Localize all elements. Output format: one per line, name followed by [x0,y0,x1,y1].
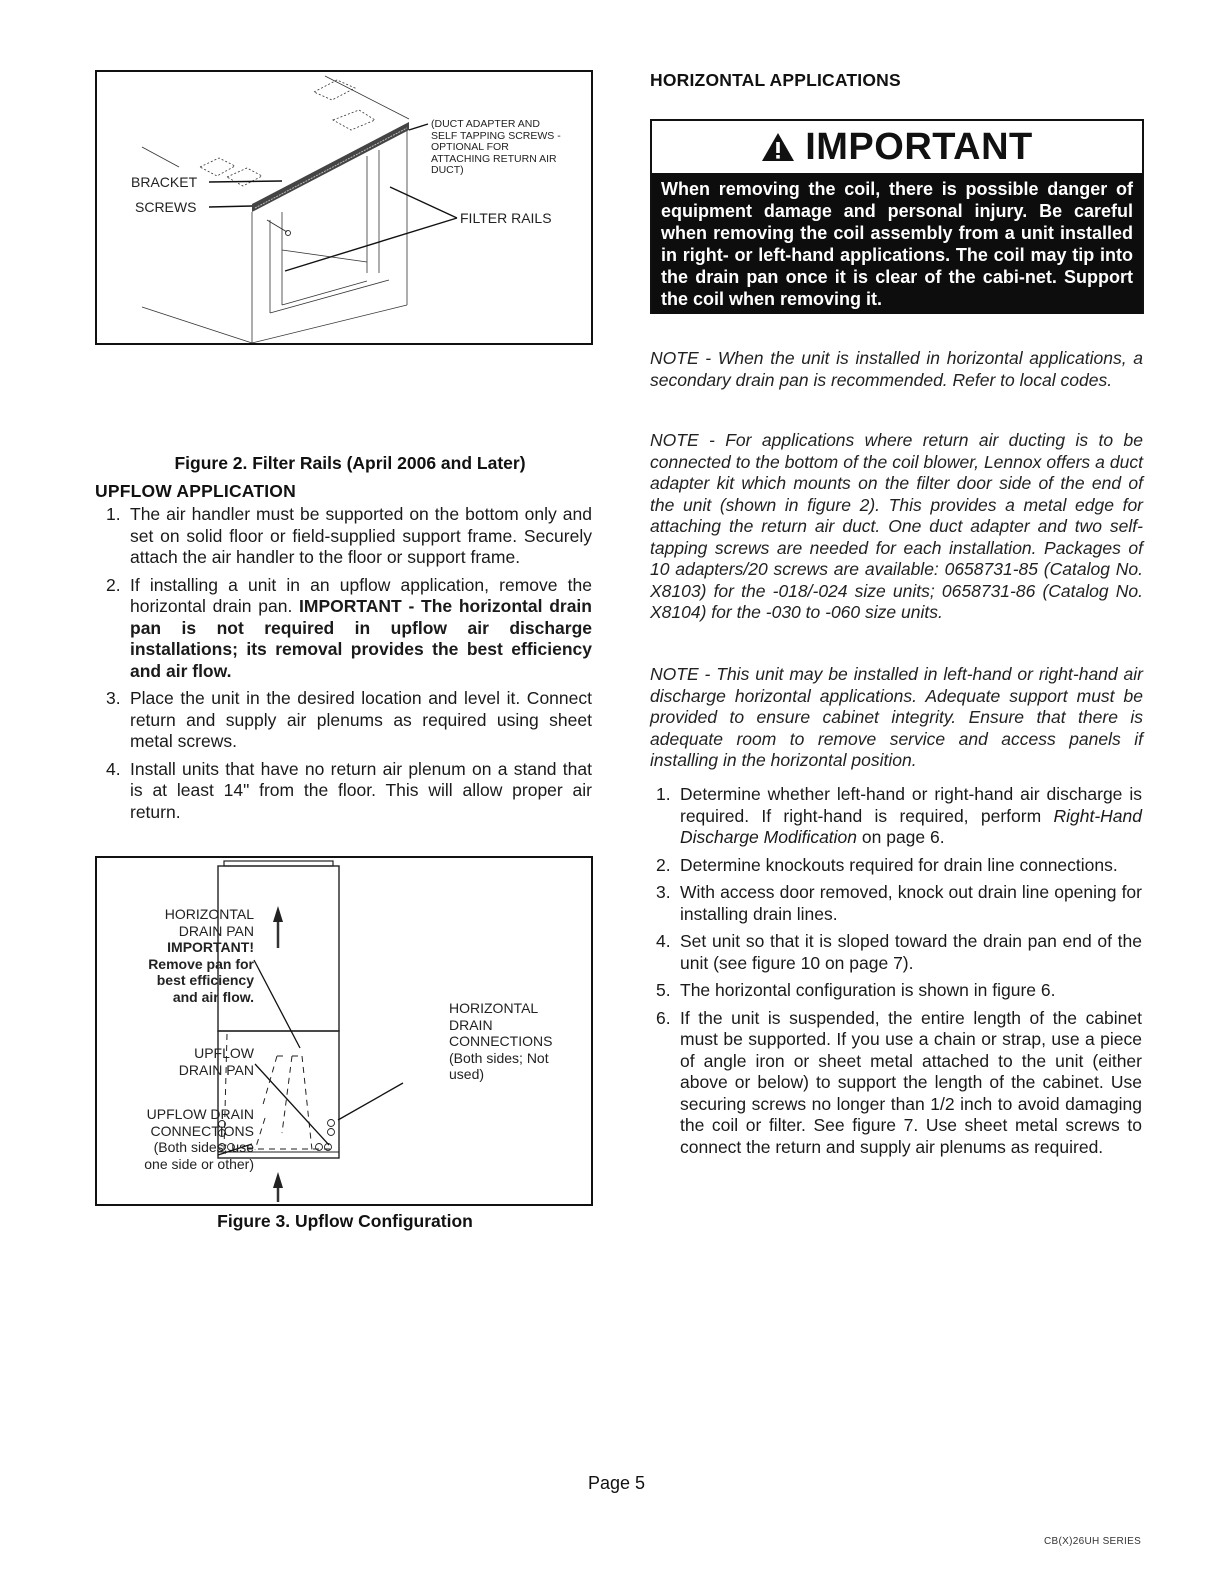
duct-adapter-label: (DUCT ADAPTER AND SELF TAPPING SCREWS - OPTIONAL FOR ATTACHING RETURN AIR DUCT) [431,118,561,176]
horizontal-drain-connections-label: HORIZONTAL DRAIN CONNECTIONS (Both sides; Not used) [449,1000,553,1082]
important-heading: IMPORTANT [652,121,1142,173]
page-number: Page 5 [588,1473,646,1493]
series-label: CB(X)26UH SERIES [1044,1536,1142,1547]
figure-2-caption: Figure 2. Filter Rails (April 2006 and Later) [174,453,526,473]
upflow-step-3: 3. Place the unit in the desired location and level it. Connect return and supply air plenums as required using sheet metal screws. [106,688,592,751]
note-left-right-hand: NOTE - This unit may be installed in left-hand or right-hand air discharge horizontal applications. Adequate support must be provided to ensure cabinet integrity. Ensure that there is adequate room to remove service and access panels if installing in the horizontal position. [650,664,1143,770]
figure-3-caption: Figure 3. Upflow Configuration [217,1211,473,1231]
important-body-text: When removing the coil, there is possible danger of equipment damage and personal injury. Be careful when removing the coil assembly from a unit installed in right- or left-hand applications. The coil may tip into the drain pan once it is clear of the cabi-net. Support the coil when removing it. [652,173,1142,314]
right-hand-discharge-modification-ref: Right-Hand Discharge Modification [680,805,1142,847]
important-warning-box [650,119,1144,314]
horizontal-steps-list [656,784,1142,1164]
note-secondary-drain-pan: NOTE - When the unit is installed in horizontal applications, a secondary drain pan is recommended. Refer to local codes. [650,348,1143,390]
horizontal-step-6: 6. If the unit is suspended, the entire length of the cabinet must be supported. If you use a chain or strap, use a piece of angle iron or sheet metal attached to the unit (either above or below) to support the length of the cabinet. Use securing screws no longer than 1/2 inch to avoid damaging the coil or filter. See figure 7. Use sheet metal screws to connect the return and supply air plenums as required. [656,1007,1142,1157]
figure-2-filter-rails [95,70,593,275]
filter-rails-label: FILTER RAILS [460,210,552,226]
upflow-step-1: 1. The air handler must be supported on the bottom only and set on solid floor or field-supplied support frame. Securely attach the air handler to the floor or support frame. [106,504,592,567]
horizontal-drain-pan-label: HORIZONTAL DRAIN PAN IMPORTANT! Remove pan for best efficiency and air flow. [148,906,254,1005]
upflow-step-4: 4. Install units that have no return air plenum on a stand that is at least 14" from the floor. This will allow proper air return. [106,758,592,822]
filter-rails-drawing-lower [97,273,591,343]
bracket-label: BRACKET [131,174,198,190]
upflow-important-note: IMPORTANT - The horizontal drain pan is not required in upflow air discharge installations; its removal provides the best efficiency and air flow. [130,596,592,681]
figure-3-upflow-configuration [95,856,593,1206]
note-duct-adapter-kit: NOTE - For applications where return air ducting is to be connected to the bottom of the coil blower, Lennox offers a duct adapter kit which mounts on the filter door side of the end of the unit (shown in figure 2). This provides a metal edge for attaching the return air duct. One duct adapter and two self-tapping screws are needed for each installation. Packages of 10 adapters/20 screws are available: 0658731-85 (Catalog No. X8103) for the -018/-024 size units; 0658731-86 (Catalog No. X8104) for the -030 to -060 size units. [650,430,1143,622]
horizontal-step-4: 4. Set unit so that it is sloped toward the drain pan end of the unit (see figure 10 on page 7). [656,931,1142,973]
upflow-application-heading: UPFLOW APPLICATION [95,481,296,501]
screws-label: SCREWS [135,199,197,215]
warning-triangle-icon [761,132,795,162]
upflow-steps-list [95,504,592,829]
horizontal-applications-heading: HORIZONTAL APPLICATIONS [650,70,901,90]
upflow-drain-connections-label: UPFLOW DRAIN CONNECTIONS (Both sides; use one side or other) [144,1106,254,1172]
upflow-drain-pan-label: UPFLOW DRAIN PAN [178,1045,254,1078]
upflow-step-2: 2. If installing a unit in an upflow application, remove the horizontal drain pan. IMPORTANT - The horizontal drain pan is not required in upflow air discharge installations; its removal provides the best efficiency and air flow. [106,574,592,681]
horizontal-step-1: 1. Determine whether left-hand or right-hand air discharge is required. If right-hand is required, perform Right-Hand Discharge Modification on page 6. [656,784,1142,847]
horizontal-step-3: 3. With access door removed, knock out drain line opening for installing drain lines. [656,882,1142,924]
horizontal-step-2: 2. Determine knockouts required for drain line connections. [656,854,1118,875]
figure-2-lower [95,273,593,345]
horizontal-step-5: 5. The horizontal configuration is shown in figure 6. [656,980,1056,1000]
